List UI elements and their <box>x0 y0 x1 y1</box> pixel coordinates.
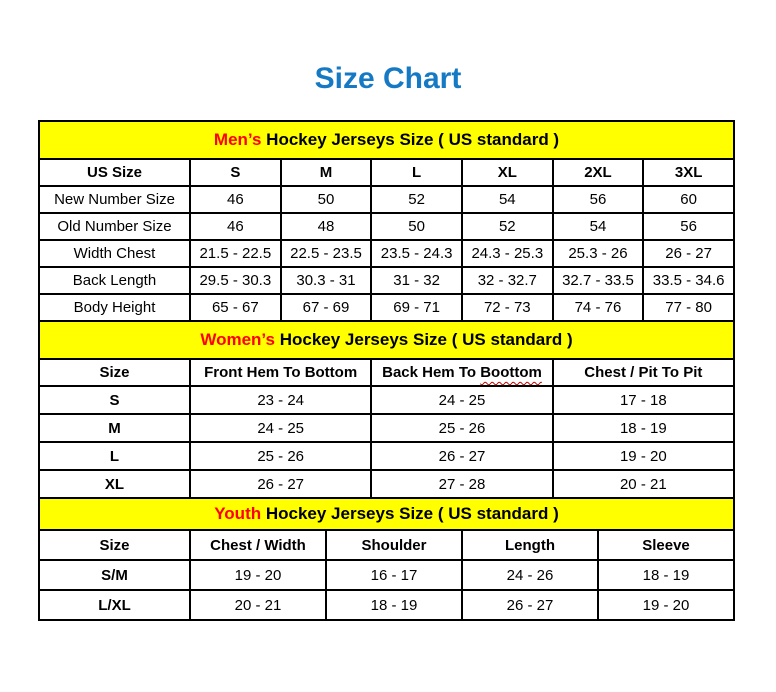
table-womens <box>38 358 735 499</box>
table-cell: 46 <box>190 186 281 213</box>
column-header: Length <box>462 530 598 560</box>
row-label: New Number Size <box>39 186 190 213</box>
table-youth <box>38 529 735 621</box>
table-cell: 23 - 24 <box>190 386 371 414</box>
section-mens <box>38 120 735 322</box>
table-cell: 26 - 27 <box>371 442 552 470</box>
header-row <box>39 359 734 386</box>
table-cell: 69 - 71 <box>371 294 462 321</box>
column-header: 2XL <box>553 159 644 186</box>
row-label: XL <box>39 470 190 498</box>
table-row <box>39 414 734 442</box>
table-youth-head <box>39 530 734 560</box>
table-cell: 77 - 80 <box>643 294 734 321</box>
table-cell: 27 - 28 <box>371 470 552 498</box>
column-header: Sleeve <box>598 530 734 560</box>
table-cell: 19 - 20 <box>598 590 734 620</box>
banner-youth-rest: Hockey Jerseys Size ( US standard ) <box>261 504 559 523</box>
table-row <box>39 186 734 213</box>
table-row <box>39 442 734 470</box>
table-cell: 20 - 21 <box>553 470 734 498</box>
banner-mens-highlight: Men’s <box>213 130 262 149</box>
table-cell: 21.5 - 22.5 <box>190 240 281 267</box>
table-cell: 52 <box>371 186 462 213</box>
row-label: Width Chest <box>39 240 190 267</box>
table-cell: 19 - 20 <box>553 442 734 470</box>
table-cell: 18 - 19 <box>553 414 734 442</box>
table-cell: 18 - 19 <box>326 590 462 620</box>
column-header: Front Hem To Bottom <box>190 359 371 386</box>
column-header: S <box>190 159 281 186</box>
table-cell: 25 - 26 <box>190 442 371 470</box>
table-mens-body <box>39 186 734 321</box>
table-womens-head <box>39 359 734 386</box>
header-row <box>39 530 734 560</box>
column-header: Size <box>39 359 190 386</box>
column-header: 3XL <box>643 159 734 186</box>
table-cell: 18 - 19 <box>598 560 734 590</box>
header-row <box>39 159 734 186</box>
table-cell: 25.3 - 26 <box>553 240 644 267</box>
section-youth <box>38 497 735 621</box>
section-womens <box>38 320 735 499</box>
row-label: S <box>39 386 190 414</box>
column-header: L <box>371 159 462 186</box>
table-cell: 16 - 17 <box>326 560 462 590</box>
table-cell: 56 <box>553 186 644 213</box>
table-cell: 26 - 27 <box>462 590 598 620</box>
table-cell: 17 - 18 <box>553 386 734 414</box>
row-label: L/XL <box>39 590 190 620</box>
table-cell: 32 - 32.7 <box>462 267 553 294</box>
table-cell: 24 - 26 <box>462 560 598 590</box>
table-cell: 72 - 73 <box>462 294 553 321</box>
table-cell: 32.7 - 33.5 <box>553 267 644 294</box>
table-cell: 48 <box>281 213 372 240</box>
table-cell: 31 - 32 <box>371 267 462 294</box>
table-cell: 54 <box>462 186 553 213</box>
banner-womens <box>38 320 735 360</box>
table-cell: 50 <box>371 213 462 240</box>
table-row <box>39 470 734 498</box>
row-label: Old Number Size <box>39 213 190 240</box>
row-label: S/M <box>39 560 190 590</box>
page-title: Size Chart <box>314 62 462 95</box>
table-cell: 29.5 - 30.3 <box>190 267 281 294</box>
table-cell: 56 <box>643 213 734 240</box>
table-cell: 25 - 26 <box>371 414 552 442</box>
column-header: M <box>281 159 372 186</box>
table-row <box>39 294 734 321</box>
banner-youth <box>38 497 735 531</box>
table-cell: 60 <box>643 186 734 213</box>
table-cell: 19 - 20 <box>190 560 326 590</box>
table-youth-body <box>39 560 734 620</box>
banner-mens <box>38 120 735 160</box>
table-row <box>39 590 734 620</box>
table-cell: 67 - 69 <box>281 294 372 321</box>
column-header: Size <box>39 530 190 560</box>
table-cell: 54 <box>553 213 644 240</box>
table-cell: 26 - 27 <box>643 240 734 267</box>
banner-youth-highlight: Youth <box>214 504 262 523</box>
column-header: XL <box>462 159 553 186</box>
table-cell: 24.3 - 25.3 <box>462 240 553 267</box>
table-cell: 50 <box>281 186 372 213</box>
table-cell: 24 - 25 <box>371 386 552 414</box>
table-cell: 22.5 - 23.5 <box>281 240 372 267</box>
size-chart <box>38 120 735 621</box>
table-row <box>39 560 734 590</box>
table-cell: 20 - 21 <box>190 590 326 620</box>
table-row <box>39 213 734 240</box>
table-mens <box>38 158 735 322</box>
table-cell: 65 - 67 <box>190 294 281 321</box>
table-cell: 26 - 27 <box>190 470 371 498</box>
row-label: L <box>39 442 190 470</box>
table-cell: 33.5 - 34.6 <box>643 267 734 294</box>
banner-womens-rest: Hockey Jerseys Size ( US standard ) <box>274 330 573 349</box>
column-header: Chest / Pit To Pit <box>553 359 734 386</box>
misspelled-word: Boottom <box>480 364 542 381</box>
column-header: US Size <box>39 159 190 186</box>
table-cell: 52 <box>462 213 553 240</box>
table-cell: 30.3 - 31 <box>281 267 372 294</box>
table-mens-head <box>39 159 734 186</box>
table-womens-body <box>39 386 734 498</box>
column-header: Shoulder <box>326 530 462 560</box>
table-cell: 24 - 25 <box>190 414 371 442</box>
column-header: Chest / Width <box>190 530 326 560</box>
table-cell: 46 <box>190 213 281 240</box>
column-header: Back Hem To Boottom <box>371 359 552 386</box>
row-label: M <box>39 414 190 442</box>
table-row <box>39 240 734 267</box>
banner-womens-highlight: Women’s <box>200 330 275 349</box>
row-label: Back Length <box>39 267 190 294</box>
table-cell: 74 - 76 <box>553 294 644 321</box>
table-row <box>39 267 734 294</box>
table-cell: 23.5 - 24.3 <box>371 240 462 267</box>
table-row <box>39 386 734 414</box>
banner-mens-rest: Hockey Jerseys Size ( US standard ) <box>261 130 560 149</box>
row-label: Body Height <box>39 294 190 321</box>
